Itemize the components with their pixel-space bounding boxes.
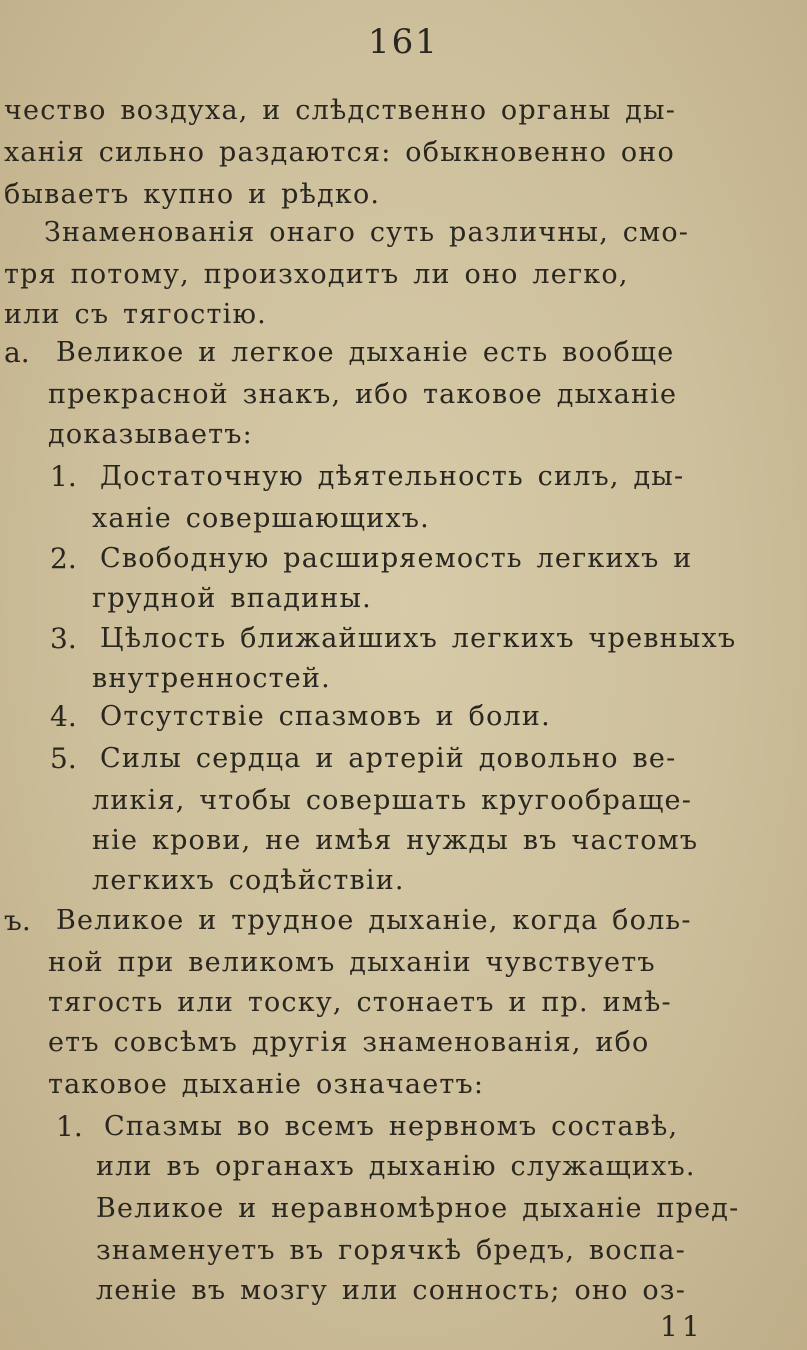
item-marker-b: ъ. bbox=[4, 904, 31, 937]
text-line-22: ной при великомъ дыханіи чувствуетъ bbox=[48, 947, 656, 978]
text-line-20: легкихъ содѣйствіи. bbox=[92, 865, 405, 896]
text-line-25: таковое дыханіе означаетъ: bbox=[48, 1069, 485, 1100]
text-line-10: Достаточную дѣятельность силъ, ды- bbox=[100, 461, 685, 492]
item-marker-3: 3. bbox=[50, 622, 77, 655]
text-line-29: знаменуетъ въ горячкѣ бредъ, воспа- bbox=[96, 1235, 686, 1266]
text-line-11: ханіе совершающихъ. bbox=[92, 503, 430, 534]
text-line-3: бываетъ купно и рѣдко. bbox=[4, 179, 381, 210]
printer-signature: 11 bbox=[660, 1310, 704, 1343]
item-marker-a: а. bbox=[4, 336, 30, 369]
text-line-8: прекрасной знакъ, ибо таковое дыханіе bbox=[48, 379, 678, 410]
text-line-2: ханія сильно раздаются: обыкновенно оно bbox=[4, 137, 675, 168]
text-line-21: Великое и трудное дыханіе, когда боль- bbox=[56, 905, 692, 936]
text-line-18: ликія, чтобы совершать кругообраще- bbox=[92, 785, 693, 816]
page-number: 161 bbox=[368, 22, 439, 62]
text-line-28: Великое и неравномѣрное дыханіе пред- bbox=[96, 1193, 740, 1224]
text-line-19: ніе крови, не имѣя нужды въ частомъ bbox=[92, 825, 699, 856]
text-line-1: чество воздуха, и слѣдственно органы ды- bbox=[4, 95, 677, 126]
text-line-26: Спазмы во всемъ нервномъ составѣ, bbox=[104, 1111, 679, 1142]
text-line-24: етъ совсѣмъ другія знаменованія, ибо bbox=[48, 1027, 650, 1058]
item-marker-4: 4. bbox=[50, 700, 77, 733]
text-line-7: Великое и легкое дыханіе есть вообще bbox=[56, 337, 675, 368]
item-marker-1: 1. bbox=[50, 460, 77, 493]
text-line-16: Отсутствіе спазмовъ и боли. bbox=[100, 701, 551, 732]
text-line-4: Знаменованія онаго суть различны, смо- bbox=[44, 217, 690, 248]
text-line-12: Свободную расширяемость легкихъ и bbox=[100, 543, 693, 574]
item-marker-5: 5. bbox=[50, 742, 77, 775]
text-line-13: грудной впадины. bbox=[92, 583, 372, 614]
text-line-30: леніе въ мозгу или сонность; оно оз- bbox=[96, 1275, 687, 1306]
text-line-6: или съ тягостію. bbox=[4, 299, 267, 330]
text-line-15: внутренностей. bbox=[92, 663, 331, 694]
item-marker-2: 2. bbox=[50, 542, 77, 575]
text-line-27: или въ органахъ дыханію служащихъ. bbox=[96, 1151, 696, 1182]
text-line-9: доказываетъ: bbox=[48, 419, 253, 450]
text-line-5: тря потому, произходитъ ли оно легко, bbox=[4, 259, 629, 290]
item-marker-m1: 1. bbox=[56, 1110, 83, 1143]
text-line-23: тягость или тоску, стонаетъ и пр. имѣ- bbox=[48, 987, 672, 1018]
text-line-17: Силы сердца и артерій довольно ве- bbox=[100, 743, 677, 774]
text-line-14: Цѣлость ближайшихъ легкихъ чревныхъ bbox=[100, 623, 737, 654]
